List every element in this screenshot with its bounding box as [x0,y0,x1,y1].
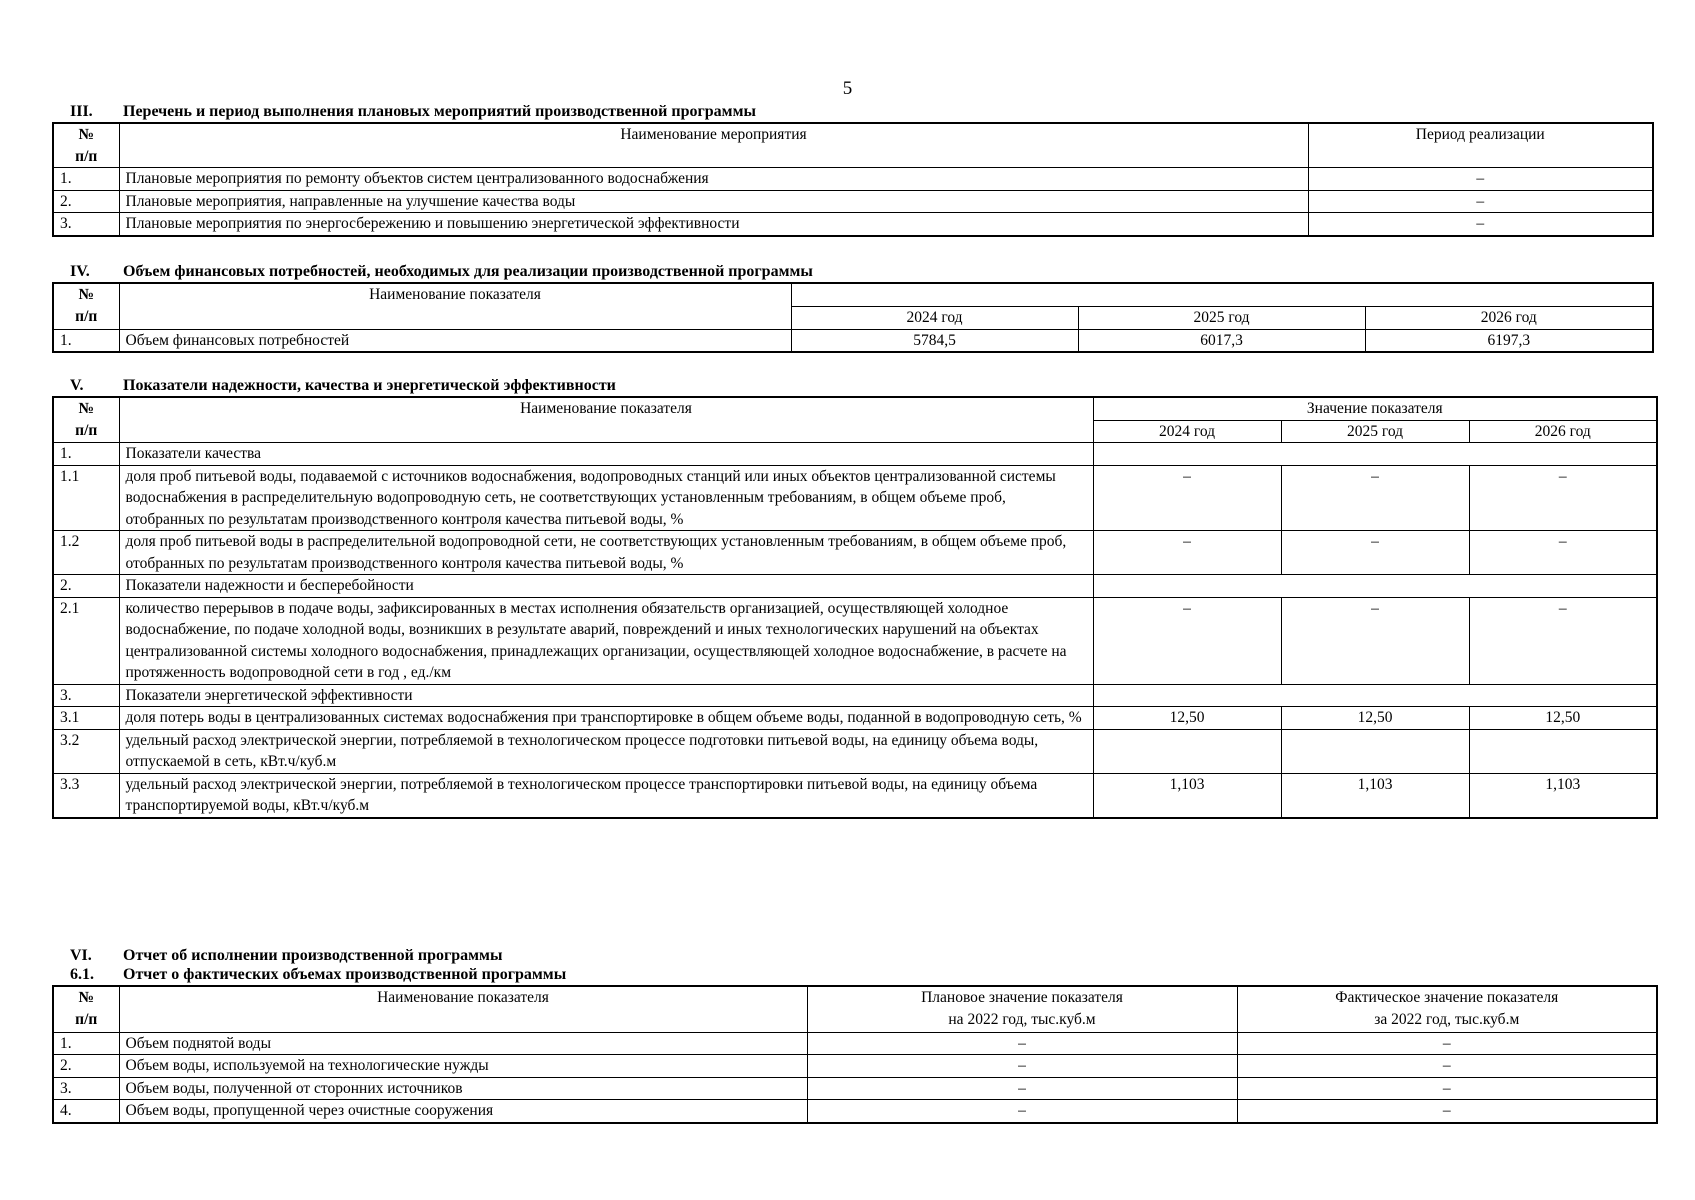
row-number: 2.1 [53,597,119,684]
indicator-value: – [1469,465,1657,531]
section-3 [52,103,1652,237]
section-3-title [52,103,1652,122]
year-header: 2024 год [1093,420,1281,443]
col-header-fact: Фактическое значение показателя за 2022 год, тыс.куб.м [1237,986,1657,1032]
col-header-value: Значение показателя [1093,397,1657,420]
group-empty-cell [1093,575,1657,598]
indicator-value: 12,50 [1469,707,1657,730]
actual-volumes-table [52,985,1658,1124]
year-header: 2025 год [1078,306,1365,329]
year-header: 2026 год [1365,306,1653,329]
indicator-name: Показатели энергетической эффективности [119,684,1093,707]
col-header-name: Наименование показателя [119,986,807,1032]
table-row [53,465,1657,531]
col-header-name: Наименование мероприятия [119,123,1308,168]
row-number: 1. [53,1032,119,1055]
table-row [53,597,1657,684]
group-empty-cell [1093,684,1657,707]
section-4-title [52,263,1652,282]
year-header: 2026 год [1469,420,1657,443]
row-number: 1. [53,329,119,352]
table-row [53,168,1653,191]
indicator-value: 6017,3 [1078,329,1365,352]
row-number: 3.1 [53,707,119,730]
plan-value: – [807,1100,1237,1123]
indicator-value: 12,50 [1281,707,1469,730]
row-number: 3. [53,213,119,236]
col-header-no: № п/п [53,397,119,443]
indicator-value: 1,103 [1281,773,1469,818]
measure-period: – [1308,213,1653,236]
row-number: 2. [53,190,119,213]
indicator-name: удельный расход электрической энергии, потребляемой в технологическом процессе подготовки питьевой воды, на единицу объема воды, отпускаемой в сеть, кВт.ч/куб.м [119,729,1093,773]
table-row [53,707,1657,730]
indicator-value: – [1093,465,1281,531]
table-row [53,190,1653,213]
row-number: 2. [53,1055,119,1078]
indicator-value: – [1469,531,1657,575]
section-4 [52,263,1652,353]
measure-name: Плановые мероприятия, направленные на улучшение качества воды [119,190,1308,213]
indicator-value: – [1093,597,1281,684]
section-4-number: IV. [70,263,90,280]
section-6-title [52,947,1652,966]
table-row [53,531,1657,575]
row-number: 3.3 [53,773,119,818]
indicator-value [1281,729,1469,773]
fact-value: – [1237,1032,1657,1055]
indicator-value: – [1281,465,1469,531]
indicator-value [1469,729,1657,773]
section-5 [52,377,1652,819]
table-row [53,1077,1657,1100]
group-row [53,684,1657,707]
indicator-name: доля проб питьевой воды в распределительной водопроводной сети, не соответствующих установленным требованиям, в общем объеме проб, отобранных по результатам производственного контроля качества питьевой воды, % [119,531,1093,575]
indicator-name: количество перерывов в подаче воды, зафиксированных в местах исполнения обязательств организацией, осуществляющей холодное водоснабжение, по подаче холодной воды, возникших в результате аварий, повреждений и иных технологических нарушений на объектах централизованной системы холодного водоснабжения, принадлежащих организации, осуществляющей холодное водоснабжение, в расчете на протяженность водопроводной сети в год , ед./км [119,597,1093,684]
col-header-name: Наименование показателя [119,397,1093,443]
financial-needs-table [52,282,1654,353]
indicator-value: 1,103 [1469,773,1657,818]
plan-value: – [807,1077,1237,1100]
indicator-name: Показатели надежности и бесперебойности [119,575,1093,598]
indicator-name: удельный расход электрической энергии, потребляемой в технологическом процессе транспортировки питьевой воды, на единицу объема транспортируемой воды, кВт.ч/куб.м [119,773,1093,818]
table-row [53,329,1653,352]
indicator-value: – [1281,597,1469,684]
col-header-period: Период реализации [1308,123,1653,168]
table-header-row [53,986,1657,1032]
indicator-name: доля потерь воды в централизованных системах водоснабжения при транспортировке в общем объеме воды, поданной в водопроводную сеть, % [119,707,1093,730]
measure-name: Плановые мероприятия по энергосбережению и повышению энергетической эффективности [119,213,1308,236]
indicator-name: доля проб питьевой воды, подаваемой с источников водоснабжения, водопроводных станций или иных объектов централизованной системы водоснабжения в распределительную водопроводную сеть, не соответствующих установленным требованиям, в общем объеме проб, отобранных по результатам производственного контроля качества питьевой воды, % [119,465,1093,531]
section-5-number: V. [70,377,84,394]
table-row [53,213,1653,236]
section-6-1-number: 6.1. [70,966,94,983]
measure-period: – [1308,168,1653,191]
row-number: 3.2 [53,729,119,773]
group-row [53,575,1657,598]
table-row [53,1032,1657,1055]
table-header-row [53,397,1657,420]
plan-value: – [807,1055,1237,1078]
group-empty-cell [1093,443,1657,466]
section-5-title-text: Показатели надежности, качества и энергетической эффективности [123,377,616,394]
year-header: 2025 год [1281,420,1469,443]
col-header-no: № п/п [53,283,119,329]
reliability-quality-table [52,396,1658,819]
section-6-number: VI. [70,947,92,964]
indicator-name: Объем поднятой воды [119,1032,807,1055]
indicator-name: Показатели качества [119,443,1093,466]
col-header-no: № п/п [53,986,119,1032]
row-number: 4. [53,1100,119,1123]
plan-value: – [807,1032,1237,1055]
row-number: 3. [53,1077,119,1100]
col-header-years-group [791,283,1653,306]
indicator-name: Объем воды, полученной от сторонних источников [119,1077,807,1100]
section-6 [52,947,1652,1124]
year-header: 2024 год [791,306,1078,329]
measure-name: Плановые мероприятия по ремонту объектов систем централизованного водоснабжения [119,168,1308,191]
page-number: 5 [842,78,853,99]
indicator-name: Объем воды, используемой на технологические нужды [119,1055,807,1078]
row-number: 3. [53,684,119,707]
row-number: 1.2 [53,531,119,575]
indicator-value: – [1093,531,1281,575]
table-row [53,1055,1657,1078]
section-6-title-text: Отчет об исполнении производственной программы [123,947,503,964]
indicator-value: 6197,3 [1365,329,1653,352]
indicator-name: Объем финансовых потребностей [119,329,791,352]
indicator-value: 12,50 [1093,707,1281,730]
table-header-row [53,123,1653,168]
measure-period: – [1308,190,1653,213]
indicator-value: 1,103 [1093,773,1281,818]
indicator-value: – [1281,531,1469,575]
table-row [53,729,1657,773]
section-5-title [52,377,1652,396]
col-header-no: № п/п [53,123,119,168]
table-header-row [53,283,1653,306]
indicator-value: 5784,5 [791,329,1078,352]
group-row [53,443,1657,466]
col-header-name: Наименование показателя [119,283,791,329]
planned-measures-table [52,122,1654,237]
row-number: 1. [53,443,119,466]
section-3-title-text: Перечень и период выполнения плановых мероприятий производственной программы [123,103,756,120]
indicator-name: Объем воды, пропущенной через очистные сооружения [119,1100,807,1123]
section-6-1-title-text: Отчет о фактических объемах производственной программы [123,966,567,983]
row-number: 1. [53,168,119,191]
table-row [53,1100,1657,1123]
indicator-value [1093,729,1281,773]
section-6-1-title [52,966,1652,985]
section-4-title-text: Объем финансовых потребностей, необходимых для реализации производственной программы [123,263,813,280]
col-header-plan: Плановое значение показателя на 2022 год, тыс.куб.м [807,986,1237,1032]
fact-value: – [1237,1100,1657,1123]
section-3-number: III. [70,103,93,120]
table-row [53,773,1657,818]
fact-value: – [1237,1077,1657,1100]
row-number: 1.1 [53,465,119,531]
indicator-value: – [1469,597,1657,684]
fact-value: – [1237,1055,1657,1078]
row-number: 2. [53,575,119,598]
